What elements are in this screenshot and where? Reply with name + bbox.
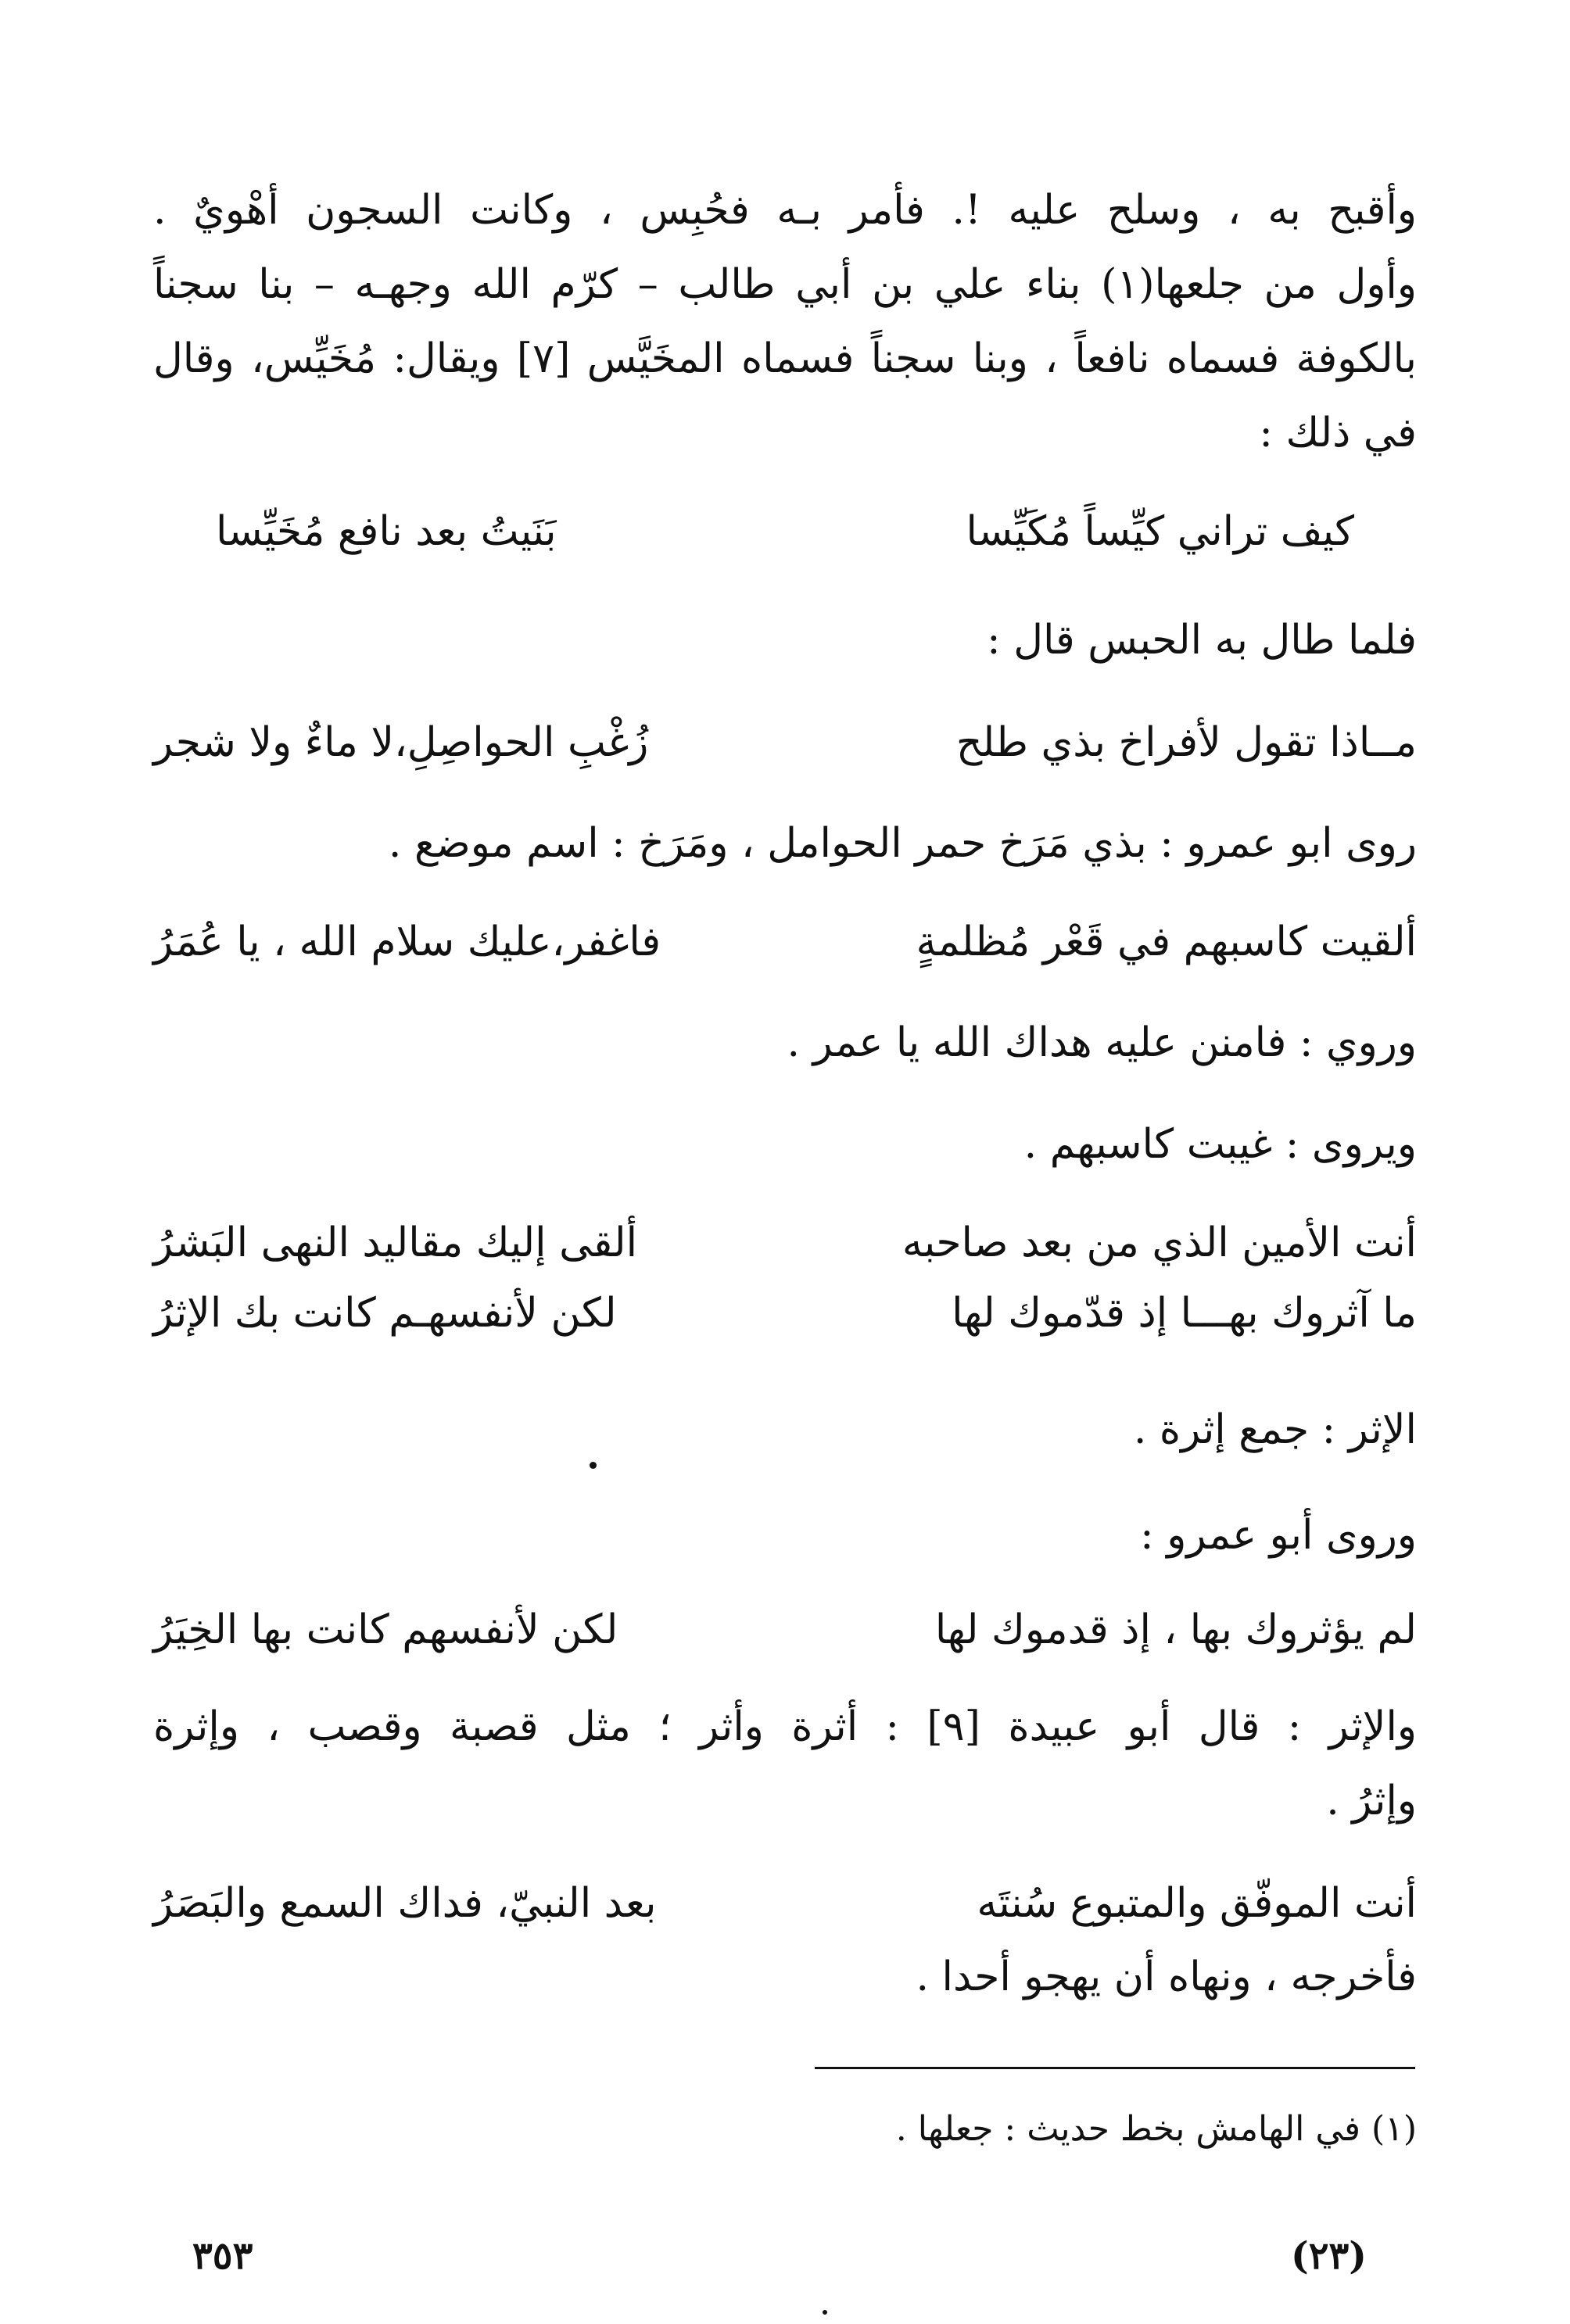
- text-line-2: وأول من جلعها(١) بناء علي بن أبي طالب – كرّم الله وجهـه – بنا سجناً: [153, 261, 1417, 308]
- text-line-abu-amr: روى ابو عمرو : بذي مَرَخ حمر الحوامل ، ومَرَخ : اسم موضع .: [388, 820, 1417, 867]
- text-line-3: بالكوفة فسماه نافعاً ، وبنا سجناً فسماه المخَيَّس [٧] ويقال: مُخَيِّس، وقال: [153, 335, 1418, 382]
- verse-7: [153, 1880, 1417, 1935]
- text-line-ruwi-1: وروي : فامنن عليه هداك الله يا عمر .: [787, 1019, 1417, 1066]
- text-line-ruwi-2: ويروى : غيبت كاسبهم .: [1023, 1121, 1417, 1168]
- text-line-4: في ذلك :: [1259, 410, 1417, 457]
- footnote-divider: [815, 2067, 1415, 2069]
- verse-7-second-hemistich: بعد النبيّ، فداك السمع والبَصَرُ: [153, 1880, 657, 1927]
- text-line-1: وأقبح به ، وسلح عليه !. فأمر بـه فحُبِس ، وكانت السجون أهْويٌ .: [153, 187, 1417, 234]
- verse-6-first-hemistich: لم يؤثروك بها ، إذ قدموك لها: [934, 1606, 1417, 1653]
- text-line-ithr-1: والإثر : قال أبو عبيدة [٩] : أثرة وأثر ؛ مثل قصبة وقصب ، وإثرة: [153, 1703, 1418, 1750]
- text-line-falamma: فلما طال به الحبس قال :: [987, 617, 1417, 664]
- verse-7-first-hemistich: أنت الموفّق والمتبوع سُنتَه: [977, 1880, 1417, 1927]
- text-line-ruwa-abu-amr: وروى أبو عمرو :: [1140, 1512, 1417, 1559]
- verse-1: [216, 508, 1354, 563]
- ink-speck-bottom: [823, 2310, 827, 2315]
- footnote: (١) في الهامش بخط حديث : جعلها .: [895, 2109, 1417, 2149]
- verse-3-first-hemistich: ألقيت كاسبهم في قَعْر مُظلمةٍ: [916, 918, 1417, 965]
- verse-5-first-hemistich: ما آثروك بهـــا إذ قدّموك لها: [952, 1290, 1417, 1337]
- verse-5-second-hemistich: لكن لأنفسهـم كانت بك الإثرُ: [153, 1290, 617, 1337]
- verse-6-second-hemistich: لكن لأنفسهم كانت بها الخِيَرُ: [153, 1606, 618, 1653]
- verse-2-first-hemistich: مــاذا تقول لأفراخ بذي طلح: [955, 719, 1417, 766]
- verse-2: [153, 719, 1417, 774]
- verse-3: [153, 918, 1417, 973]
- text-line-ithar: الإثر : جمع إثرة .: [1133, 1406, 1417, 1453]
- verse-3-second-hemistich: فاغفر،عليك سلام الله ، يا عُمَرُ: [153, 918, 661, 965]
- verse-4-first-hemistich: أنت الأمين الذي من بعد صاحبه: [901, 1219, 1417, 1266]
- text-line-akhrajahu: فأخرجه ، ونهاه أن يهجو أحدا .: [916, 1953, 1417, 2000]
- verse-6: [153, 1606, 1417, 1661]
- verse-4-second-hemistich: ألقى إليك مقاليد النهى البَشرُ: [153, 1219, 638, 1266]
- verse-5: [153, 1290, 1417, 1345]
- ink-speck: [590, 1462, 597, 1469]
- verse-1-first-hemistich: كيف تراني كيِّساً مُكَيِّسا: [966, 508, 1354, 555]
- signature-number: (٢٣): [1291, 2234, 1367, 2278]
- verse-4: [153, 1219, 1417, 1274]
- page-number: ٣٥٣: [192, 2234, 253, 2278]
- verse-1-second-hemistich: بَنَيتُ بعد نافع مُخَيِّسا: [216, 508, 557, 555]
- verse-2-second-hemistich: زُغْبِ الحواصِلِ،لا ماءٌ ولا شجر: [153, 719, 649, 766]
- text-line-ithr-2: وإثرُ .: [1326, 1778, 1417, 1824]
